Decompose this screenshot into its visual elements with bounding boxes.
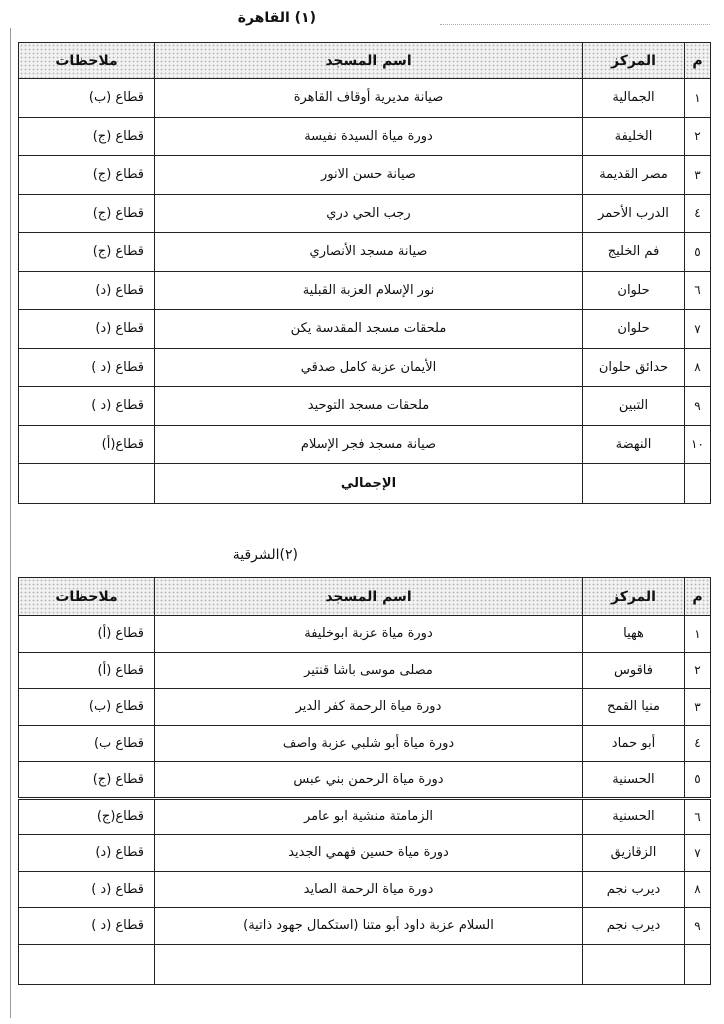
row-center: فاقوس — [583, 652, 685, 689]
row-mosque-name: صيانة مسجد الأنصاري — [155, 233, 583, 272]
total-num-cell — [685, 464, 711, 504]
table-header-row — [19, 578, 711, 616]
row-mosque-name: دورة مياة الرحمة الصايد — [155, 871, 583, 908]
table-row — [19, 387, 711, 426]
total-notes-cell — [19, 464, 155, 504]
row-note: قطاع (أ) — [19, 616, 155, 653]
row-number: ٤ — [685, 194, 711, 233]
row-center: الخليفة — [583, 117, 685, 156]
table-row — [19, 689, 711, 726]
table-row — [19, 616, 711, 653]
row-mosque-name: ملحقات مسجد التوحيد — [155, 387, 583, 426]
table-row — [19, 233, 711, 272]
row-number: ٦ — [685, 798, 711, 835]
margin-line — [10, 28, 11, 1018]
header-notes: ملاحظات — [19, 43, 155, 79]
row-number: ١ — [685, 79, 711, 118]
row-mosque-name: الأيمان عزبة كامل صدقي — [155, 348, 583, 387]
row-number: ٥ — [685, 233, 711, 272]
row-mosque-name: دورة مياة حسين فهمي الجديد — [155, 835, 583, 872]
header-num: م — [685, 43, 711, 79]
top-dotted-line — [440, 24, 710, 25]
row-note: قطاع(أ) — [19, 425, 155, 464]
row-number: ٧ — [685, 310, 711, 349]
row-number: ٣ — [685, 689, 711, 726]
header-num: م — [685, 578, 711, 616]
row-center: التبين — [583, 387, 685, 426]
row-center: الحسنية — [583, 798, 685, 835]
row-note: قطاع (ب) — [19, 689, 155, 726]
row-number: ١ — [685, 616, 711, 653]
sharqia-mosques-table — [18, 577, 711, 985]
table-row — [19, 79, 711, 118]
row-center: ههيا — [583, 616, 685, 653]
row-note: قطاع (ج) — [19, 194, 155, 233]
row-note: قطاع (د) — [19, 310, 155, 349]
row-center: مصر القديمة — [583, 156, 685, 195]
row-mosque-name: دورة مياة عزبة ابوخليفة — [155, 616, 583, 653]
row-center: الزقازيق — [583, 835, 685, 872]
row-note: قطاع ب) — [19, 725, 155, 762]
table-row — [19, 908, 711, 945]
table-row — [19, 762, 711, 799]
header-mosque: اسم المسجد — [155, 43, 583, 79]
row-mosque-name: نور الإسلام العزبة القبلية — [155, 271, 583, 310]
footer-notes-cell — [19, 944, 155, 984]
table-row — [19, 117, 711, 156]
row-mosque-name: مصلى موسى باشا قنتير — [155, 652, 583, 689]
header-center: المركز — [583, 578, 685, 616]
table-row — [19, 652, 711, 689]
row-mosque-name: دورة مياة الرحمة كفر الدير — [155, 689, 583, 726]
row-center: النهضة — [583, 425, 685, 464]
empty-footer-row — [19, 944, 711, 984]
row-note: قطاع (د ) — [19, 348, 155, 387]
table-row — [19, 194, 711, 233]
table-header-row — [19, 43, 711, 79]
row-number: ٦ — [685, 271, 711, 310]
row-number: ١٠ — [685, 425, 711, 464]
row-number: ٤ — [685, 725, 711, 762]
footer-num-cell — [685, 944, 711, 984]
row-number: ٩ — [685, 908, 711, 945]
row-note: قطاع (ج) — [19, 233, 155, 272]
row-number: ٨ — [685, 348, 711, 387]
table-row — [19, 425, 711, 464]
row-number: ٧ — [685, 835, 711, 872]
row-center: منيا القمح — [583, 689, 685, 726]
row-center: فم الخليج — [583, 233, 685, 272]
table-row — [19, 310, 711, 349]
row-center: حلوان — [583, 310, 685, 349]
row-mosque-name: صيانة مسجد فجر الإسلام — [155, 425, 583, 464]
row-center: حدائق حلوان — [583, 348, 685, 387]
row-number: ٢ — [685, 117, 711, 156]
cairo-mosques-table — [18, 42, 711, 504]
row-mosque-name: رجب الحي دري — [155, 194, 583, 233]
table-row — [19, 835, 711, 872]
row-mosque-name: دورة مياة الرحمن بني عبس — [155, 762, 583, 799]
row-note: قطاع (ج) — [19, 762, 155, 799]
table-row — [19, 271, 711, 310]
footer-center-cell — [583, 944, 685, 984]
row-note: قطاع (ب) — [19, 79, 155, 118]
header-notes: ملاحظات — [19, 578, 155, 616]
row-note: قطاع(ج) — [19, 798, 155, 835]
row-center: الحسنية — [583, 762, 685, 799]
row-note: قطاع (ج) — [19, 117, 155, 156]
row-mosque-name: صيانة مديرية أوقاف القاهرة — [155, 79, 583, 118]
row-number: ٢ — [685, 652, 711, 689]
section-title-cairo: (١) القاهرة — [237, 10, 316, 26]
total-row — [19, 464, 711, 504]
row-center: الجمالية — [583, 79, 685, 118]
row-mosque-name: دورة مياة السيدة نفيسة — [155, 117, 583, 156]
row-center: الدرب الأحمر — [583, 194, 685, 233]
row-number: ٣ — [685, 156, 711, 195]
row-number: ٩ — [685, 387, 711, 426]
row-note: قطاع (د ) — [19, 387, 155, 426]
row-note: قطاع (ج) — [19, 156, 155, 195]
row-center: ديرب نجم — [583, 871, 685, 908]
table-row — [19, 871, 711, 908]
row-mosque-name: ملحقات مسجد المقدسة يكن — [155, 310, 583, 349]
row-mosque-name: صيانة حسن الانور — [155, 156, 583, 195]
row-center: حلوان — [583, 271, 685, 310]
row-note: قطاع (د ) — [19, 908, 155, 945]
row-note: قطاع (د) — [19, 271, 155, 310]
row-number: ٥ — [685, 762, 711, 799]
total-center-cell — [583, 464, 685, 504]
row-mosque-name: الزمامتة منشية ابو عامر — [155, 798, 583, 835]
footer-mosque-cell — [155, 944, 583, 984]
row-note: قطاع (أ) — [19, 652, 155, 689]
row-note: قطاع (د) — [19, 835, 155, 872]
header-center: المركز — [583, 43, 685, 79]
row-center: ديرب نجم — [583, 908, 685, 945]
row-center: أبو حماد — [583, 725, 685, 762]
table-row — [19, 798, 711, 835]
row-mosque-name: السلام عزبة داود أبو متنا (استكمال جهود ذاتية) — [155, 908, 583, 945]
row-note: قطاع (د ) — [19, 871, 155, 908]
table-row — [19, 348, 711, 387]
row-number: ٨ — [685, 871, 711, 908]
table-row — [19, 156, 711, 195]
table-row — [19, 725, 711, 762]
section-title-sharqia: (٢)الشرقية — [232, 547, 298, 563]
total-label: الإجمالي — [155, 464, 583, 504]
row-mosque-name: دورة مياة أبو شلبي عزبة واصف — [155, 725, 583, 762]
header-mosque: اسم المسجد — [155, 578, 583, 616]
